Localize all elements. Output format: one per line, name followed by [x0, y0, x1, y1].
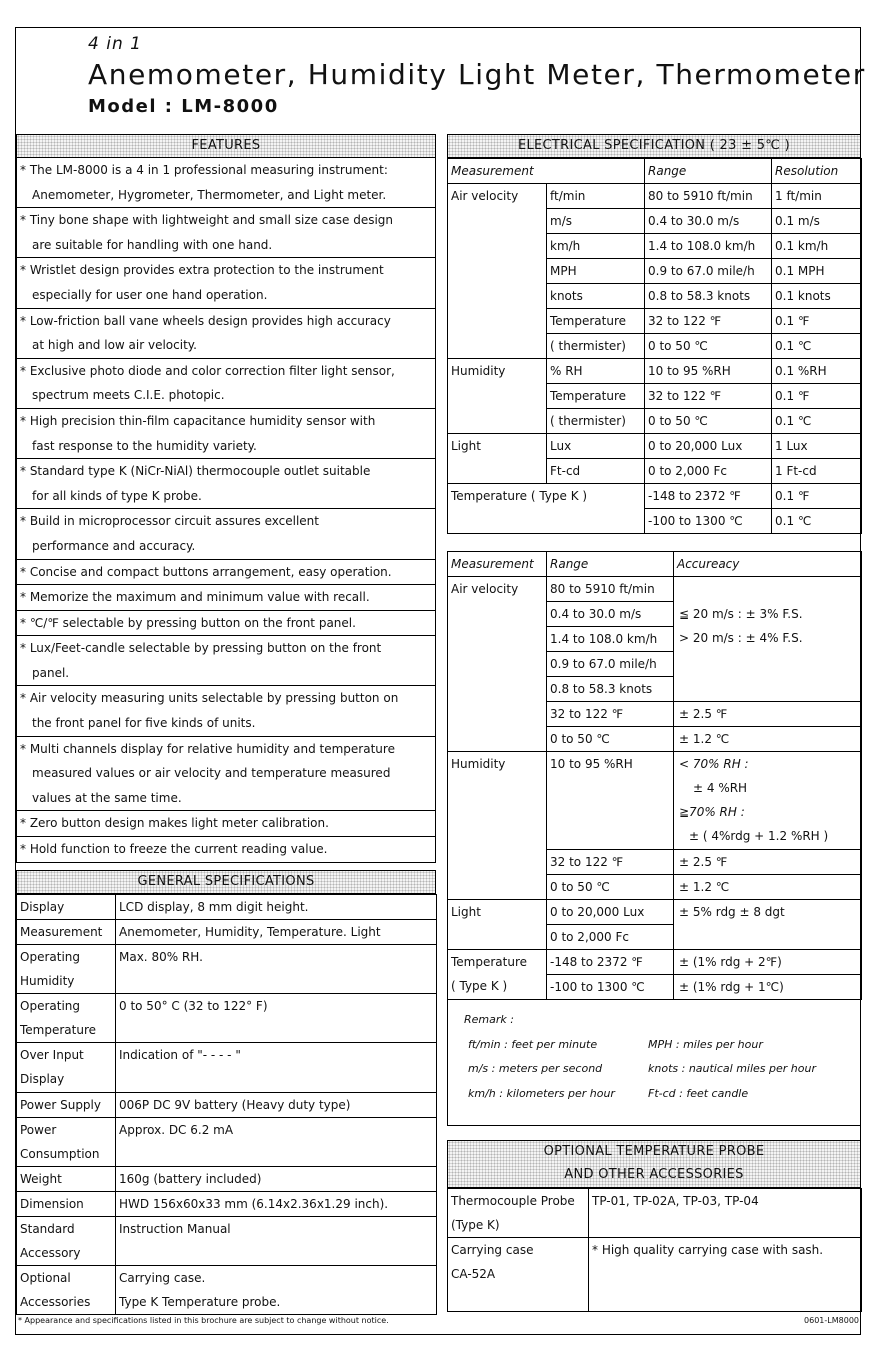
range-cell: 0 to 20,000 Lux — [547, 900, 674, 925]
feature-text: * High precision thin-film capacitance humidity sensor with — [20, 413, 376, 428]
accuracy-row — [448, 950, 862, 975]
unit-cell: ( thermister) — [547, 409, 645, 434]
feature-text: * ℃/℉ selectable by pressing button on the front panel. — [20, 615, 356, 630]
feature-item — [17, 686, 435, 736]
range-cell: 80 to 5910 ft/min — [547, 577, 674, 602]
general-spec-value — [116, 1043, 437, 1092]
remark-row — [464, 1082, 860, 1107]
general-spec-row — [17, 945, 437, 994]
value-line: HWD 156x60x33 mm (6.14x2.36x1.29 inch). — [119, 1196, 389, 1211]
features-list — [16, 158, 436, 863]
optional-label — [448, 1189, 589, 1238]
unit-cell: Lux — [547, 434, 645, 459]
electrical-row — [448, 484, 862, 509]
value-line: Carrying case. — [119, 1270, 206, 1285]
remark-title: Remark : — [464, 1013, 514, 1026]
remark-item: Ft-cd : feet candle — [648, 1086, 749, 1100]
general-spec-value — [116, 1092, 437, 1117]
feature-line — [17, 359, 435, 384]
group-name: Light — [448, 434, 547, 484]
range-cell: 0.4 to 30.0 m/s — [645, 209, 772, 234]
range-cell: 10 to 95 %RH — [547, 752, 674, 850]
accuracy-line: ≧70% RH : — [679, 805, 745, 819]
general-spec-value — [116, 945, 437, 994]
range-cell: 0.8 to 58.3 knots — [645, 284, 772, 309]
value-line: Anemometer, Humidity, Temperature. Light — [119, 925, 381, 939]
unit-cell: km/h — [547, 234, 645, 259]
accuracy-cell: ± 5% rdg ± 8 dgt — [674, 900, 862, 950]
range-cell: -100 to 1300 ℃ — [645, 509, 772, 534]
feature-text: panel. — [32, 665, 70, 680]
remark-item: km/h : kilometers per hour — [468, 1086, 615, 1100]
resolution-cell: 0.1 knots — [772, 284, 862, 309]
resolution-cell: 0.1 %RH — [772, 359, 862, 384]
general-spec-value — [116, 920, 437, 945]
value-line: Type K Temperature probe. — [119, 1294, 281, 1309]
header-subtitle: 4 in 1 — [88, 34, 142, 54]
feature-line — [17, 585, 435, 610]
label-line: Carrying case — [451, 1243, 534, 1257]
general-spec-label — [17, 994, 116, 1043]
range-cell: 32 to 122 ℉ — [547, 702, 674, 727]
group-name-line: ( Type K ) — [451, 979, 508, 993]
remark-item: MPH : miles per hour — [648, 1037, 763, 1051]
accuracy-row — [448, 752, 862, 850]
value-line: Max. 80% RH. — [119, 950, 203, 964]
range-cell: 0.9 to 67.0 mile/h — [547, 652, 674, 677]
feature-item — [17, 560, 435, 586]
unit-cell: Ft-cd — [547, 459, 645, 484]
feature-text: * Wristlet design provides extra protection to the instrument — [20, 263, 384, 278]
feature-line — [17, 611, 435, 636]
feature-item — [17, 837, 435, 863]
optional-value: TP-01, TP-02A, TP-03, TP-04 — [589, 1189, 862, 1238]
general-spec-header: GENERAL SPECIFICATIONS — [16, 870, 436, 894]
accuracy-cell: ± (1% rdg + 1℃) — [674, 975, 862, 1000]
accuracy-line: < 70% RH : — [679, 757, 749, 771]
range-cell: 1.4 to 108.0 km/h — [645, 234, 772, 259]
range-cell: 32 to 122 ℉ — [645, 309, 772, 334]
feature-item — [17, 811, 435, 837]
general-spec-row — [17, 895, 437, 920]
range-cell: -148 to 2372 ℉ — [645, 484, 772, 509]
general-spec-value — [116, 1265, 437, 1314]
general-spec-label — [17, 1117, 116, 1166]
remark-item: knots : nautical miles per hour — [648, 1062, 816, 1076]
feature-line — [17, 333, 435, 358]
feature-text: Anemometer, Hygrometer, Thermometer, and Light meter. — [32, 187, 387, 202]
group-name: Air velocity — [448, 577, 547, 752]
feature-line — [17, 560, 435, 585]
humidity-accuracy — [674, 752, 862, 850]
document-number: 0601-LM8000 — [804, 1316, 859, 1325]
feature-text: * Air velocity measuring units selectable by pressing button on — [20, 691, 399, 706]
electrical-spec-panel — [447, 134, 861, 534]
feature-text: performance and accuracy. — [32, 538, 196, 553]
label-line: Standard — [20, 1221, 75, 1236]
feature-line — [17, 233, 435, 258]
general-spec-label — [17, 920, 116, 945]
feature-item — [17, 158, 435, 208]
label-line: Operating — [20, 999, 80, 1014]
page-title: Anemometer, Humidity Light Meter, Thermometer — [88, 58, 866, 91]
optional-row — [448, 1189, 862, 1238]
accuracy-cell: ± 1.2 ℃ — [674, 875, 862, 900]
feature-line — [17, 258, 435, 283]
feature-line — [17, 686, 435, 711]
general-spec-row — [17, 1043, 437, 1092]
feature-line — [17, 484, 435, 509]
label-line: Over Input — [20, 1048, 84, 1063]
unit-cell: Temperature — [547, 309, 645, 334]
range-cell: 0 to 50 ℃ — [547, 727, 674, 752]
unit-cell: % RH — [547, 359, 645, 384]
electrical-spec-header: ELECTRICAL SPECIFICATION ( 23 ± 5℃ ) — [447, 134, 861, 158]
general-spec-label — [17, 1092, 116, 1117]
empty-cell — [448, 509, 645, 534]
electrical-row — [448, 184, 862, 209]
optional-accessories-header: OPTIONAL TEMPERATURE PROBE AND OTHER ACCESSORIES — [447, 1140, 861, 1188]
range-cell: 0 to 2,000 Fc — [645, 459, 772, 484]
feature-line — [17, 786, 435, 811]
feature-item — [17, 359, 435, 409]
general-spec-row — [17, 1166, 437, 1191]
value-line: Approx. DC 6.2 mA — [119, 1122, 234, 1137]
feature-text: * Multi channels display for relative humidity and temperature — [20, 741, 395, 756]
feature-text: * Lux/Feet-candle selectable by pressing button on the front — [20, 641, 382, 656]
accuracy-cell: ± 2.5 ℉ — [674, 850, 862, 875]
col-header-resolution: Resolution — [772, 159, 862, 184]
feature-text: the front panel for five kinds of units. — [32, 716, 256, 731]
electrical-header-row — [448, 159, 862, 184]
group-name: Humidity — [448, 359, 547, 434]
resolution-cell: 1 Ft-cd — [772, 459, 862, 484]
range-cell: -148 to 2372 ℉ — [547, 950, 674, 975]
feature-text: at high and low air velocity. — [32, 338, 197, 353]
air-velocity-accuracy — [674, 602, 862, 702]
accuracy-row — [448, 577, 862, 602]
feature-text: * Build in microprocessor circuit assures excellent — [20, 514, 319, 529]
feature-line — [17, 837, 435, 862]
label-line: Measurement — [20, 925, 103, 939]
feature-text: * Low-friction ball vane wheels design provides high accuracy — [20, 313, 391, 328]
label-line: Operating — [20, 950, 80, 964]
general-spec-label — [17, 895, 116, 920]
label-line: Accessories — [20, 1294, 91, 1309]
resolution-cell: 0.1 ℉ — [772, 384, 862, 409]
resolution-cell: 0.1 m/s — [772, 209, 862, 234]
features-header: FEATURES — [16, 134, 436, 158]
feature-item — [17, 309, 435, 359]
col-header-accuracy: Accureacy — [674, 552, 862, 577]
group-name: Air velocity — [448, 184, 547, 359]
feature-line — [17, 158, 435, 183]
range-cell: 0 to 2,000 Fc — [547, 925, 674, 950]
feature-line — [17, 283, 435, 308]
label-line: Humidity — [20, 974, 75, 988]
feature-line — [17, 383, 435, 408]
empty-cell — [674, 577, 862, 602]
resolution-cell: 0.1 ℃ — [772, 409, 862, 434]
label-line: Thermocouple Probe — [451, 1194, 575, 1208]
label-line: (Type K) — [451, 1218, 500, 1232]
range-cell: -100 to 1300 ℃ — [547, 975, 674, 1000]
feature-text: measured values or air velocity and temperature measured — [32, 766, 391, 781]
feature-line — [17, 711, 435, 736]
unit-cell: MPH — [547, 259, 645, 284]
unit-cell: knots — [547, 284, 645, 309]
col-header-range: Range — [547, 552, 674, 577]
general-spec-label — [17, 1265, 116, 1314]
range-cell: 10 to 95 %RH — [645, 359, 772, 384]
general-spec-value — [116, 1166, 437, 1191]
label-line: Display — [20, 900, 65, 914]
accuracy-panel — [447, 551, 861, 1126]
feature-line — [17, 434, 435, 459]
value-line: Instruction Manual — [119, 1221, 231, 1236]
feature-text: * The LM-8000 is a 4 in 1 professional measuring instrument: — [20, 163, 388, 177]
feature-line — [17, 509, 435, 534]
feature-item — [17, 636, 435, 686]
resolution-cell: 0.1 ℃ — [772, 334, 862, 359]
accuracy-cell: ± 2.5 ℉ — [674, 702, 862, 727]
feature-line — [17, 208, 435, 233]
label-line: Optional — [20, 1270, 71, 1285]
group-name: Light — [448, 900, 547, 950]
accuracy-cell: ± 1.2 ℃ — [674, 727, 862, 752]
feature-text: fast response to the humidity variety. — [32, 438, 257, 453]
resolution-cell: 0.1 MPH — [772, 259, 862, 284]
model-number: Model : LM-8000 — [88, 96, 279, 117]
value-line: Indication of "- - - - " — [119, 1048, 241, 1063]
col-header-range: Range — [645, 159, 772, 184]
general-spec-label — [17, 1043, 116, 1092]
range-cell: 0 to 50 ℃ — [547, 875, 674, 900]
feature-line — [17, 636, 435, 661]
optional-row — [448, 1238, 862, 1312]
accuracy-table — [447, 551, 862, 1000]
range-cell: 80 to 5910 ft/min — [645, 184, 772, 209]
general-spec-value — [116, 1117, 437, 1166]
range-cell: 0 to 50 ℃ — [645, 409, 772, 434]
electrical-row — [448, 509, 862, 534]
label-line: Power Supply — [20, 1097, 101, 1112]
feature-line — [17, 534, 435, 559]
resolution-cell: 1 Lux — [772, 434, 862, 459]
remark-item: ft/min : feet per minute — [468, 1037, 598, 1051]
feature-text: * Concise and compact buttons arrangement, easy operation. — [20, 564, 392, 579]
feature-text: for all kinds of type K probe. — [32, 488, 202, 503]
feature-line — [17, 183, 435, 208]
optional-accessories-panel — [447, 1140, 861, 1312]
footnote: * Appearance and specifications listed in this brochure are subject to change without notice. — [18, 1316, 389, 1325]
feature-item — [17, 509, 435, 559]
electrical-spec-table — [447, 158, 862, 534]
accuracy-row — [448, 900, 862, 925]
label-line: Display — [20, 1072, 65, 1087]
label-line: Dimension — [20, 1196, 84, 1211]
label-line: Power — [20, 1122, 57, 1137]
range-cell: 0.9 to 67.0 mile/h — [645, 259, 772, 284]
general-spec-value — [116, 994, 437, 1043]
col-header-measurement: Measurement — [448, 159, 645, 184]
general-spec-row — [17, 920, 437, 945]
feature-line — [17, 459, 435, 484]
feature-text: * Tiny bone shape with lightweight and small size case design — [20, 213, 394, 228]
general-spec-table — [16, 894, 437, 1315]
general-spec-label — [17, 945, 116, 994]
accuracy-line: > 20 m/s : ± 4% F.S. — [679, 630, 803, 645]
feature-item — [17, 258, 435, 308]
accuracy-line: ≦ 20 m/s : ± 3% F.S. — [679, 606, 803, 621]
feature-text: especially for user one hand operation. — [32, 287, 268, 302]
remark-item: m/s : meters per second — [468, 1062, 603, 1076]
label-line: Weight — [20, 1171, 62, 1186]
col-header-measurement: Measurement — [448, 552, 547, 577]
optional-label — [448, 1238, 589, 1312]
resolution-cell: 0.1 ℉ — [772, 484, 862, 509]
accuracy-cell: ± (1% rdg + 2℉) — [674, 950, 862, 975]
feature-text: * Memorize the maximum and minimum value with recall. — [20, 590, 370, 605]
feature-text: * Exclusive photo diode and color correction filter light sensor, — [20, 363, 395, 378]
remark-row — [464, 1057, 860, 1082]
value-line: LCD display, 8 mm digit height. — [119, 900, 309, 914]
general-spec-row — [17, 1265, 437, 1314]
feature-line — [17, 661, 435, 686]
range-cell: 32 to 122 ℉ — [645, 384, 772, 409]
general-spec-row — [17, 1191, 437, 1216]
electrical-row — [448, 359, 862, 384]
group-name — [448, 950, 547, 1000]
unit-cell: Temperature — [547, 384, 645, 409]
general-spec-row — [17, 1092, 437, 1117]
unit-cell: ( thermister) — [547, 334, 645, 359]
remark-row — [464, 1033, 860, 1058]
range-cell: 32 to 122 ℉ — [547, 850, 674, 875]
label-line: CA-52A — [451, 1267, 496, 1281]
feature-item — [17, 737, 435, 812]
resolution-cell: 0.1 ℃ — [772, 509, 862, 534]
optional-value: * High quality carrying case with sash. — [589, 1238, 862, 1312]
unit-cell: ft/min — [547, 184, 645, 209]
feature-text: spectrum meets C.I.E. photopic. — [32, 388, 225, 403]
group-name: Temperature ( Type K ) — [448, 484, 645, 509]
feature-item — [17, 409, 435, 459]
group-name-line: Temperature — [451, 955, 528, 969]
accuracy-line: ± 4 %RH — [693, 781, 748, 795]
accuracy-line: ± ( 4%rdg + 1.2 %RH ) — [689, 829, 829, 843]
feature-text: * Zero button design makes light meter calibration. — [20, 816, 329, 831]
group-name: Humidity — [448, 752, 547, 900]
range-cell: 0.4 to 30.0 m/s — [547, 602, 674, 627]
feature-text: are suitable for handling with one hand. — [32, 237, 273, 252]
label-line: Accessory — [20, 1245, 81, 1260]
resolution-cell: 0.1 km/h — [772, 234, 862, 259]
resolution-cell: 1 ft/min — [772, 184, 862, 209]
feature-item — [17, 208, 435, 258]
general-spec-value — [116, 1191, 437, 1216]
general-spec-row — [17, 1117, 437, 1166]
feature-item — [17, 459, 435, 509]
range-cell: 0 to 50 ℃ — [645, 334, 772, 359]
resolution-cell: 0.1 ℉ — [772, 309, 862, 334]
optional-accessories-table — [447, 1188, 862, 1312]
label-line: Consumption — [20, 1146, 100, 1161]
label-line: Temperature — [20, 1023, 97, 1038]
feature-text: values at the same time. — [32, 790, 182, 805]
general-spec-value — [116, 1216, 437, 1265]
electrical-row — [448, 434, 862, 459]
feature-line — [17, 811, 435, 836]
range-cell: 0 to 20,000 Lux — [645, 434, 772, 459]
range-cell: 1.4 to 108.0 km/h — [547, 627, 674, 652]
general-spec-label — [17, 1191, 116, 1216]
value-line: 006P DC 9V battery (Heavy duty type) — [119, 1097, 351, 1112]
general-spec-row — [17, 994, 437, 1043]
features-panel — [16, 134, 436, 863]
general-spec-panel — [16, 870, 436, 1315]
feature-line — [17, 761, 435, 786]
general-spec-value — [116, 895, 437, 920]
general-spec-label — [17, 1216, 116, 1265]
feature-item — [17, 585, 435, 611]
feature-line — [17, 309, 435, 334]
feature-item — [17, 611, 435, 637]
feature-text: * Standard type K (NiCr-NiAl) thermocouple outlet suitable — [20, 464, 371, 479]
range-cell: 0.8 to 58.3 knots — [547, 677, 674, 702]
value-line: 160g (battery included) — [119, 1171, 262, 1186]
accuracy-header-row — [448, 552, 862, 577]
feature-text: * Hold function to freeze the current reading value. — [20, 842, 328, 857]
remark-box — [447, 1000, 861, 1126]
general-spec-row — [17, 1216, 437, 1265]
general-spec-label — [17, 1166, 116, 1191]
value-line: 0 to 50° C (32 to 122° F) — [119, 999, 268, 1014]
unit-cell: m/s — [547, 209, 645, 234]
feature-line — [17, 737, 435, 762]
feature-line — [17, 409, 435, 434]
